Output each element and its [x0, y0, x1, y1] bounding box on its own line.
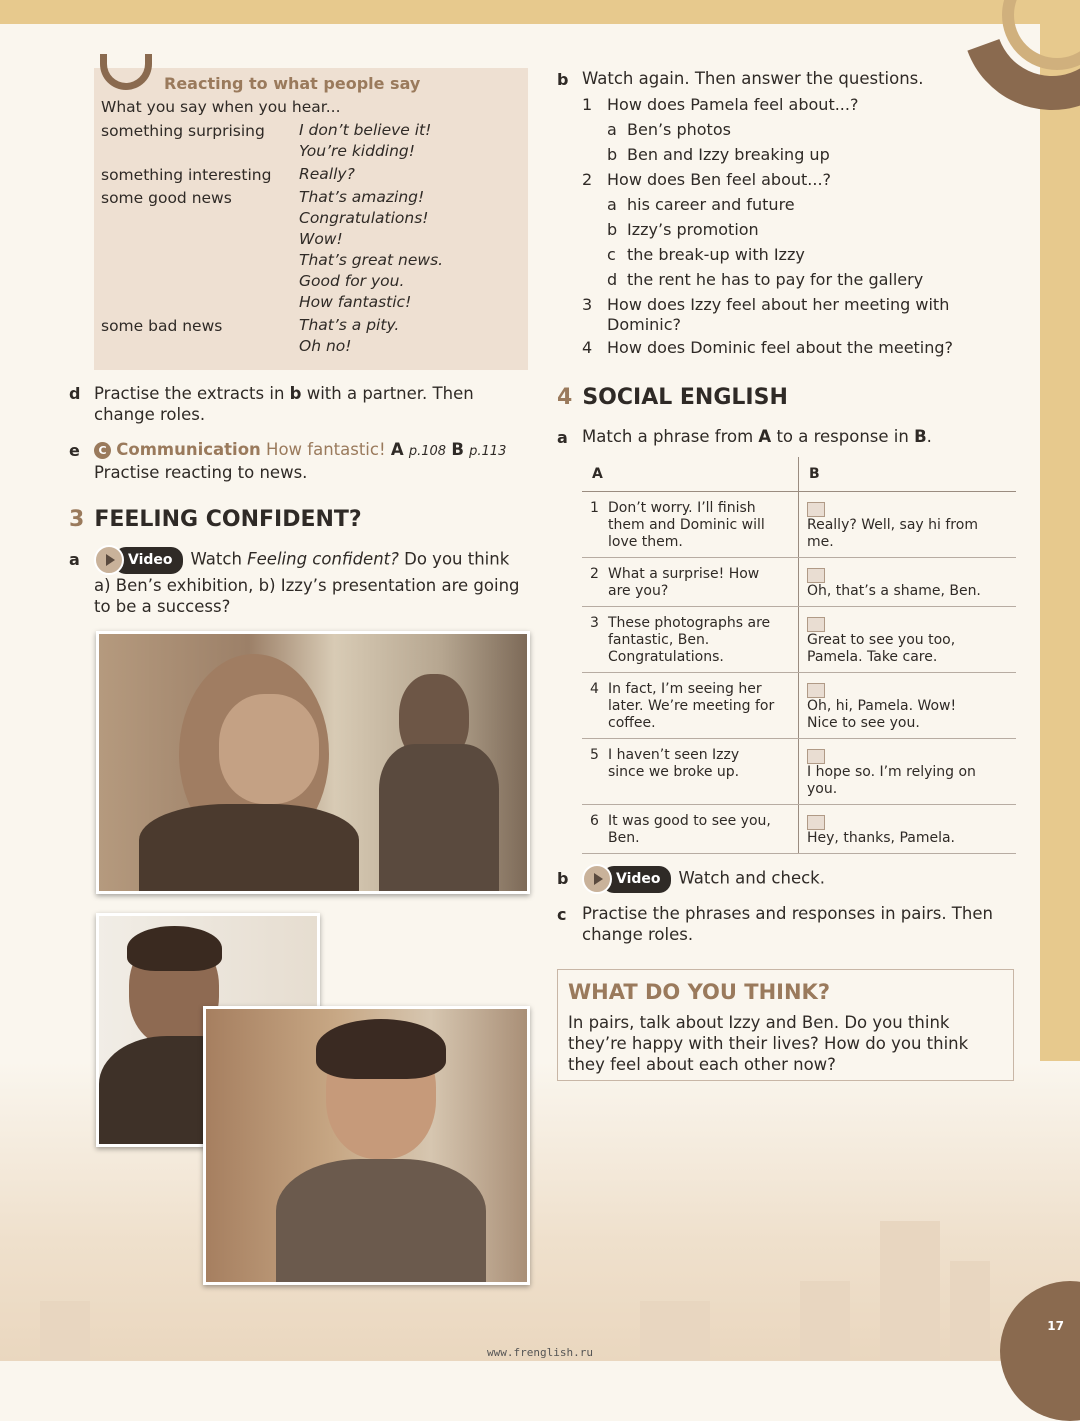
- sub-question: a Ben’s photos: [607, 120, 731, 139]
- communication-icon: C: [94, 442, 111, 459]
- sub-question: b Izzy’s promotion: [607, 220, 759, 239]
- what-do-you-think-box: [557, 969, 1014, 1081]
- item-label: d: [69, 384, 81, 403]
- box-right-list: That’s amazing! Congratulations! Wow! That’s great news. Good for you. How fantastic!: [299, 188, 444, 311]
- box-left-label: something interesting: [101, 166, 272, 184]
- table-row: 6 It was good to see you, Ben. Hey, thanks, Pamela.: [582, 805, 1016, 854]
- item-label: b: [557, 869, 569, 888]
- box-left-label: some good news: [101, 189, 232, 207]
- answer-box[interactable]: [807, 815, 825, 830]
- page-number: 17: [1047, 1319, 1064, 1333]
- box-left-label: something surprising: [101, 122, 265, 140]
- table-row: 4 In fact, I’m seeing her later. We’re meeting for coffee. Oh, hi, Pamela. Wow! Nice to see you.: [582, 673, 1016, 739]
- section-4-heading: 4 SOCIAL ENGLISH: [557, 385, 788, 410]
- sub-question: d the rent he has to pay for the gallery: [607, 270, 924, 289]
- answer-box[interactable]: [807, 749, 825, 764]
- item-4c-text: Practise the phrases and responses in pairs. Then change roles.: [582, 904, 993, 944]
- answer-box[interactable]: [807, 502, 825, 517]
- video-still-pamela-ben: [96, 631, 530, 894]
- box-subtitle: What you say when you hear...: [101, 98, 341, 116]
- sub-question: b Ben and Izzy breaking up: [607, 145, 830, 164]
- item-d-text: Practise the extracts in b with a partner. Then change roles.: [94, 384, 474, 424]
- reacting-box: [94, 68, 528, 370]
- item-label: a: [69, 550, 80, 569]
- video-still-izzy: [203, 1006, 530, 1285]
- item-4b-text: Video Watch and check.: [582, 864, 825, 894]
- item-4a-text: Match a phrase from A to a response in B.: [582, 427, 932, 446]
- section-3-heading: 3 FEELING CONFIDENT?: [69, 507, 362, 532]
- column-header-a: A: [582, 457, 799, 492]
- question: 3 How does Izzy feel about her meeting with Dominic?: [582, 295, 950, 334]
- item-label: c: [557, 905, 567, 924]
- answer-box[interactable]: [807, 568, 825, 583]
- play-icon: [582, 864, 612, 894]
- box-left-label: some bad news: [101, 317, 223, 335]
- item-label: a: [557, 428, 568, 447]
- item-3a-text: Video Watch Feeling confident? Do you think a) Ben’s exhibition, b) Izzy’s presentation are going to be a success?: [94, 545, 534, 617]
- table-row: 3 These photographs are fantastic, Ben. Congratulations. Great to see you too, Pamela. Take care.: [582, 607, 1016, 673]
- sub-question: a his career and future: [607, 195, 795, 214]
- item-b-text: Watch again. Then answer the questions.: [582, 69, 924, 88]
- item-label: e: [69, 441, 80, 460]
- question-list: [582, 92, 982, 360]
- footer-url: www.frenglish.ru: [487, 1346, 593, 1359]
- box-right-list: I don’t believe it! You’re kidding!: [299, 121, 432, 160]
- answer-box[interactable]: [807, 683, 825, 698]
- column-header-b: B: [799, 457, 1017, 492]
- top-color-band: [0, 0, 1080, 24]
- play-icon: [94, 545, 124, 575]
- box-body: In pairs, talk about Izzy and Ben. Do you think they’re happy with their lives? How do you think they feel about each other now?: [568, 1013, 969, 1074]
- question: 2 How does Ben feel about...?: [582, 170, 832, 189]
- box-right-list: That’s a pity. Oh no!: [299, 316, 400, 355]
- question: 1 How does Pamela feel about...?: [582, 95, 859, 114]
- box-title: Reacting to what people say: [164, 74, 421, 93]
- match-table: [582, 457, 1016, 854]
- item-e-text: C Communication How fantastic! A p.108 B p.113 Practise reacting to news.: [94, 440, 507, 482]
- table-row: 5 I haven’t seen Izzy since we broke up. I hope so. I’m relying on you.: [582, 739, 1016, 805]
- sub-question: c the break-up with Izzy: [607, 245, 805, 264]
- table-row: 2 What a surprise! How are you? Oh, that’s a shame, Ben.: [582, 558, 1016, 607]
- video-button[interactable]: Video: [582, 864, 671, 894]
- box-title: WHAT DO YOU THINK?: [568, 980, 831, 1004]
- answer-box[interactable]: [807, 617, 825, 632]
- swirl-icon: [100, 54, 152, 90]
- box-right-list: Really?: [299, 165, 355, 183]
- question: 4 How does Dominic feel about the meeting?: [582, 338, 954, 357]
- item-label: b: [557, 70, 569, 89]
- table-row: 1 Don’t worry. I’ll finish them and Dominic will love them. Really? Well, say hi from me.: [582, 492, 1016, 558]
- video-button[interactable]: Video: [94, 545, 183, 575]
